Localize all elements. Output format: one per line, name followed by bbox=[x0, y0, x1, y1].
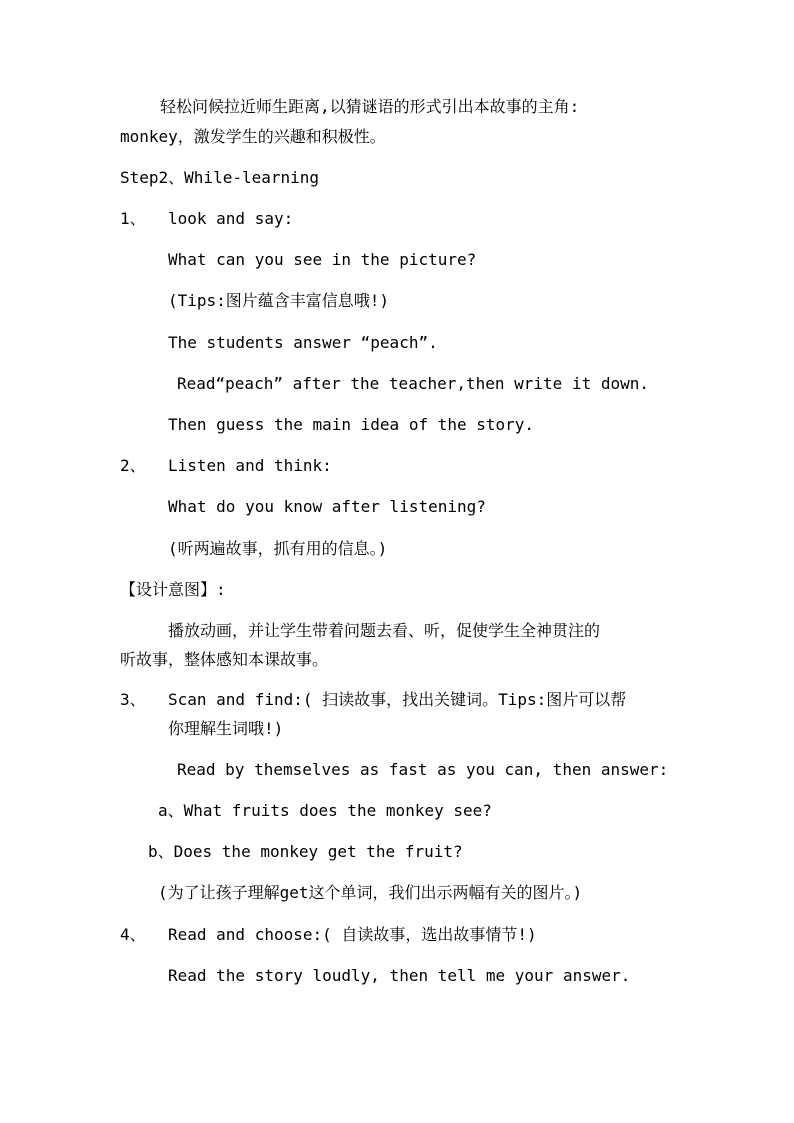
item-4-instruction: Read the story loudly, then tell me your answer. bbox=[168, 966, 631, 985]
item-3-instruction: Read by themselves as fast as you can, then answer: bbox=[177, 760, 669, 779]
design-intent-line-2: 听故事，整体感知本课故事。 bbox=[120, 650, 329, 669]
item-1-guess: Then guess the main idea of the story. bbox=[168, 415, 535, 434]
item-2-question: What do you know after listening? bbox=[168, 497, 486, 516]
item-1-read: Read“peach” after the teacher,then write it down. bbox=[177, 374, 650, 393]
item-3-question-a: a、What fruits does the monkey see? bbox=[158, 801, 492, 820]
item-3-title-line-2: 你理解生词哦!) bbox=[168, 719, 284, 738]
item-1-question: What can you see in the picture? bbox=[168, 250, 477, 269]
design-intent-line-1: 播放动画，并让学生带着问题去看、听，促使学生全神贯注的 bbox=[168, 621, 601, 640]
item-4-title: Read and choose:( 自读故事，选出故事情节!) bbox=[168, 925, 537, 944]
intro-line-1: 轻松问候拉近师生距离,以猜谜语的形式引出本故事的主角: bbox=[160, 97, 580, 116]
step2-heading: Step2、While-learning bbox=[120, 168, 320, 187]
item-3-number: 3、 bbox=[120, 690, 146, 709]
item-1-answer: The students answer “peach”. bbox=[168, 333, 438, 352]
design-intent-heading: 【设计意图】: bbox=[120, 580, 226, 599]
item-2-title: Listen and think: bbox=[168, 456, 332, 475]
item-3-title-line-1: Scan and find:( 扫读故事，找出关键词。Tips:图片可以帮 bbox=[168, 690, 627, 709]
item-1-title: look and say: bbox=[168, 209, 294, 228]
item-2-note: (听两遍故事，抓有用的信息。) bbox=[168, 539, 388, 558]
item-1-number: 1、 bbox=[120, 209, 146, 228]
intro-line-2: monkey，激发学生的兴趣和积极性。 bbox=[120, 127, 386, 146]
item-2-number: 2、 bbox=[120, 456, 146, 475]
item-1-tip: (Tips:图片蕴含丰富信息哦!) bbox=[168, 291, 390, 310]
item-4-number: 4、 bbox=[120, 925, 146, 944]
item-3-question-b: b、Does the monkey get the fruit? bbox=[148, 842, 463, 861]
item-3-note: (为了让孩子理解get这个单词，我们出示两幅有关的图片。) bbox=[158, 883, 583, 902]
